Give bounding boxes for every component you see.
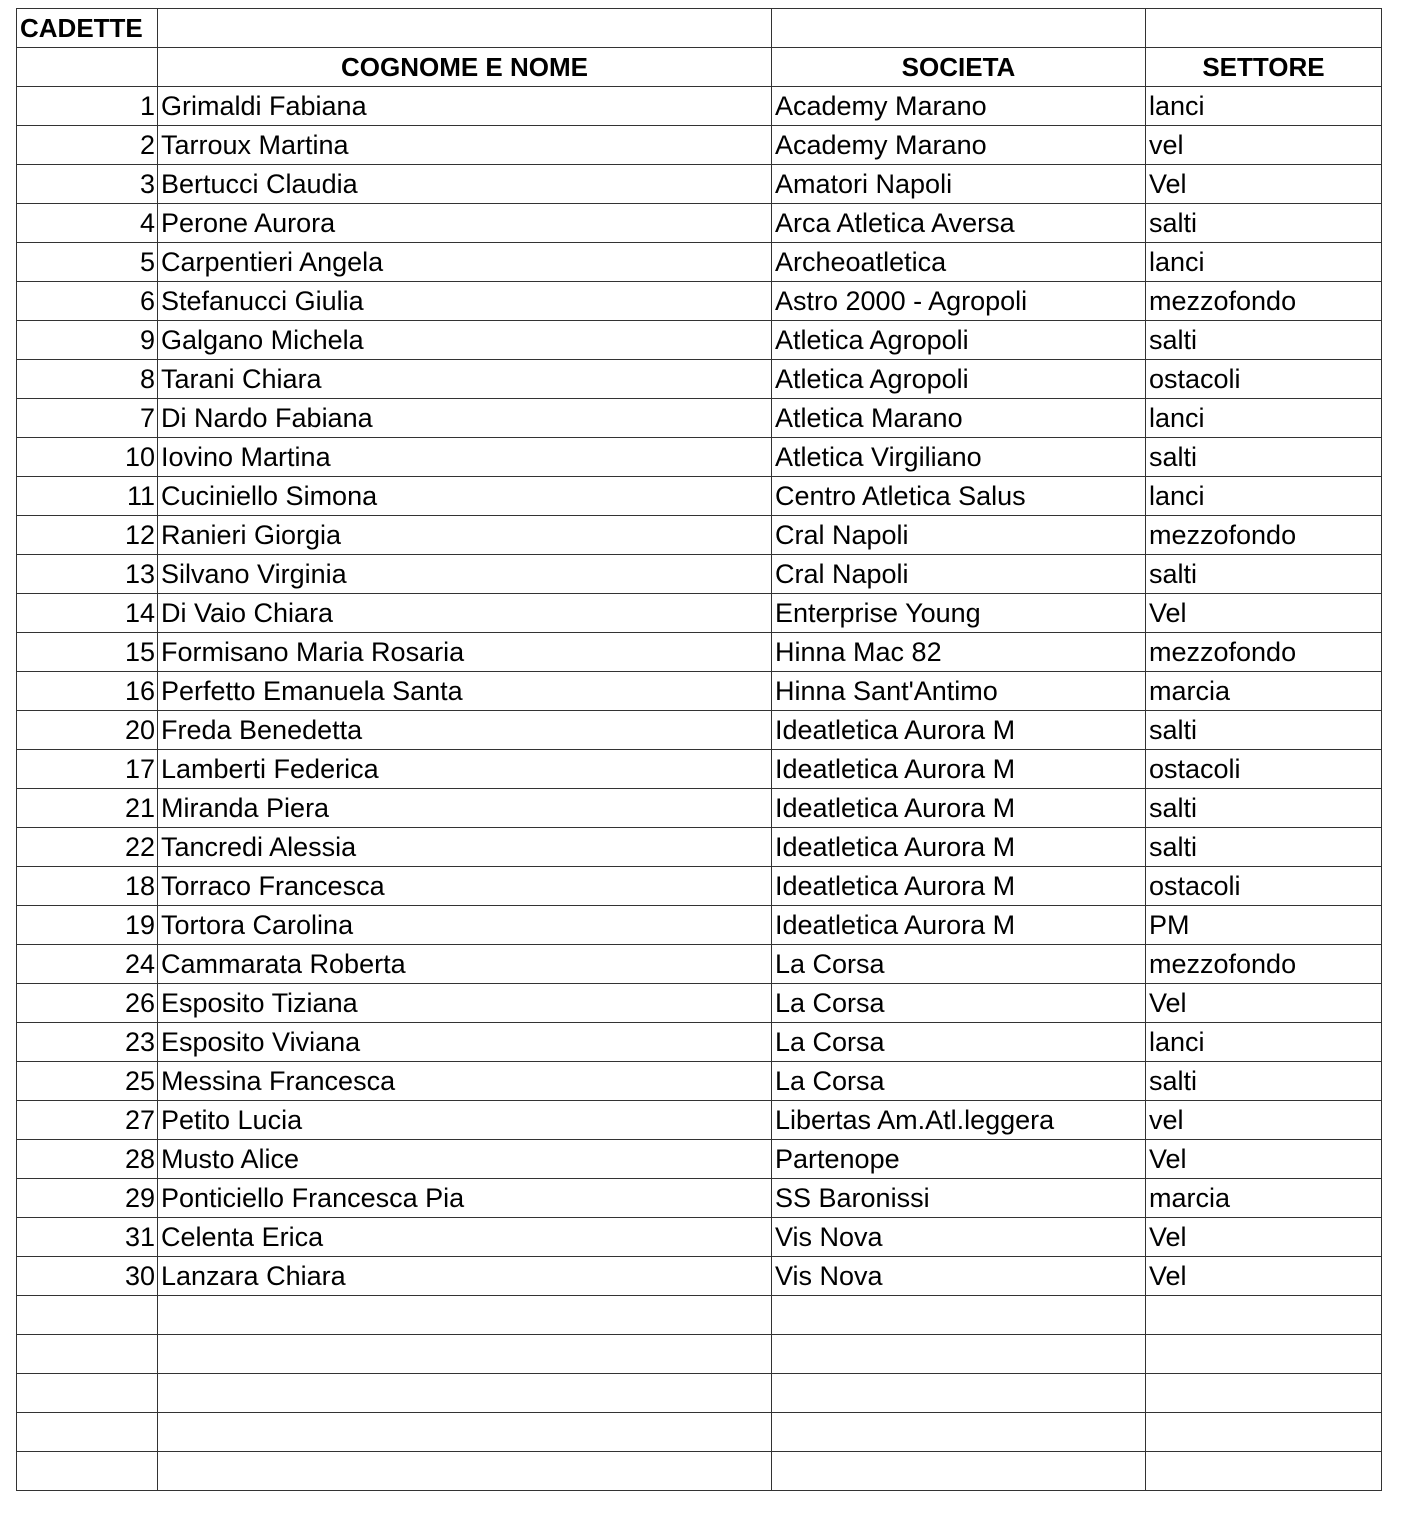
society-cell[interactable]: Hinna Mac 82 [772, 633, 1146, 672]
row-number-cell[interactable]: 18 [17, 867, 158, 906]
table-row [17, 750, 1382, 789]
table-body [17, 9, 1382, 1491]
sector-cell[interactable]: Vel [1146, 984, 1382, 1023]
empty-row [17, 1374, 1382, 1413]
society-cell[interactable]: Hinna Sant'Antimo [772, 672, 1146, 711]
row-number-cell[interactable]: 5 [17, 243, 158, 282]
empty-row [17, 1413, 1382, 1452]
athlete-name-cell[interactable]: Ponticiello Francesca Pia [158, 1179, 772, 1218]
row-number-cell[interactable]: 20 [17, 711, 158, 750]
sector-cell[interactable]: lanci [1146, 1023, 1382, 1062]
table-row [17, 555, 1382, 594]
sector-cell[interactable]: Vel [1146, 1140, 1382, 1179]
society-cell[interactable]: La Corsa [772, 1023, 1146, 1062]
table-row [17, 360, 1382, 399]
sector-cell[interactable]: salti [1146, 828, 1382, 867]
society-cell[interactable]: Atletica Agropoli [772, 360, 1146, 399]
empty-cell[interactable] [17, 1335, 158, 1374]
society-cell[interactable]: La Corsa [772, 984, 1146, 1023]
table-row [17, 789, 1382, 828]
table-row [17, 399, 1382, 438]
empty-cell[interactable] [158, 1452, 772, 1491]
society-cell[interactable]: Atletica Agropoli [772, 321, 1146, 360]
empty-cell[interactable] [1146, 1452, 1382, 1491]
athlete-name-cell[interactable]: Esposito Tiziana [158, 984, 772, 1023]
row-number-cell[interactable]: 7 [17, 399, 158, 438]
athlete-name-cell[interactable]: Iovino Martina [158, 438, 772, 477]
athlete-name-cell[interactable]: Musto Alice [158, 1140, 772, 1179]
row-number-cell[interactable]: 17 [17, 750, 158, 789]
empty-cell[interactable] [772, 1452, 1146, 1491]
table-row [17, 867, 1382, 906]
society-cell[interactable]: Academy Marano [772, 87, 1146, 126]
athlete-name-cell[interactable]: Tortora Carolina [158, 906, 772, 945]
table-row [17, 711, 1382, 750]
society-cell[interactable]: Libertas Am.Atl.leggera [772, 1101, 1146, 1140]
row-number-cell[interactable]: 12 [17, 516, 158, 555]
sector-cell[interactable]: salti [1146, 438, 1382, 477]
sector-cell[interactable]: Vel [1146, 1257, 1382, 1296]
athlete-name-cell[interactable]: Messina Francesca [158, 1062, 772, 1101]
row-number-cell[interactable]: 25 [17, 1062, 158, 1101]
society-cell[interactable]: Partenope [772, 1140, 1146, 1179]
table-row [17, 828, 1382, 867]
table-row [17, 906, 1382, 945]
society-cell[interactable]: Cral Napoli [772, 516, 1146, 555]
society-cell[interactable]: Atletica Virgiliano [772, 438, 1146, 477]
row-number-cell[interactable]: 1 [17, 87, 158, 126]
society-cell[interactable]: Ideatletica Aurora M [772, 828, 1146, 867]
society-cell[interactable]: Ideatletica Aurora M [772, 750, 1146, 789]
society-cell[interactable]: Amatori Napoli [772, 165, 1146, 204]
table-row [17, 477, 1382, 516]
empty-cell[interactable] [772, 9, 1146, 48]
society-cell[interactable]: Ideatletica Aurora M [772, 906, 1146, 945]
athlete-name-cell[interactable]: Freda Benedetta [158, 711, 772, 750]
sheet-title[interactable]: CADETTE [17, 9, 158, 48]
table-row [17, 126, 1382, 165]
row-number-cell[interactable]: 31 [17, 1218, 158, 1257]
athlete-name-cell[interactable]: Bertucci Claudia [158, 165, 772, 204]
athlete-name-cell[interactable]: Grimaldi Fabiana [158, 87, 772, 126]
empty-row [17, 1452, 1382, 1491]
table-row [17, 984, 1382, 1023]
society-cell[interactable]: Cral Napoli [772, 555, 1146, 594]
empty-cell[interactable] [158, 9, 772, 48]
sector-cell[interactable]: mezzofondo [1146, 516, 1382, 555]
table-row [17, 438, 1382, 477]
row-number-cell[interactable]: 14 [17, 594, 158, 633]
sector-cell[interactable]: PM [1146, 906, 1382, 945]
society-cell[interactable]: La Corsa [772, 1062, 1146, 1101]
sector-cell[interactable]: Vel [1146, 165, 1382, 204]
empty-cell[interactable] [158, 1374, 772, 1413]
athlete-name-cell[interactable]: Lanzara Chiara [158, 1257, 772, 1296]
sector-cell[interactable]: lanci [1146, 243, 1382, 282]
empty-cell[interactable] [17, 1374, 158, 1413]
athlete-name-cell[interactable]: Galgano Michela [158, 321, 772, 360]
sector-cell[interactable]: ostacoli [1146, 867, 1382, 906]
society-cell[interactable]: Vis Nova [772, 1218, 1146, 1257]
sector-cell[interactable]: marcia [1146, 672, 1382, 711]
row-number-cell[interactable]: 8 [17, 360, 158, 399]
header-society[interactable]: SOCIETA [772, 48, 1146, 87]
sector-cell[interactable]: salti [1146, 555, 1382, 594]
empty-cell[interactable] [17, 1452, 158, 1491]
row-number-cell[interactable]: 26 [17, 984, 158, 1023]
row-number-cell[interactable]: 6 [17, 282, 158, 321]
sector-cell[interactable]: mezzofondo [1146, 633, 1382, 672]
empty-row [17, 1296, 1382, 1335]
empty-cell[interactable] [17, 48, 158, 87]
table-row [17, 633, 1382, 672]
sector-cell[interactable]: salti [1146, 321, 1382, 360]
row-number-cell[interactable]: 3 [17, 165, 158, 204]
sector-cell[interactable]: ostacoli [1146, 360, 1382, 399]
society-cell[interactable]: Centro Atletica Salus [772, 477, 1146, 516]
empty-cell[interactable] [158, 1413, 772, 1452]
row-number-cell[interactable]: 10 [17, 438, 158, 477]
table-row [17, 945, 1382, 984]
row-number-cell[interactable]: 30 [17, 1257, 158, 1296]
athlete-name-cell[interactable]: Torraco Francesca [158, 867, 772, 906]
row-number-cell[interactable]: 13 [17, 555, 158, 594]
sector-cell[interactable]: vel [1146, 1101, 1382, 1140]
empty-cell[interactable] [1146, 1335, 1382, 1374]
empty-row [17, 1335, 1382, 1374]
sector-cell[interactable]: salti [1146, 204, 1382, 243]
table-row [17, 1140, 1382, 1179]
athlete-name-cell[interactable]: Silvano Virginia [158, 555, 772, 594]
athlete-name-cell[interactable]: Tarani Chiara [158, 360, 772, 399]
society-cell[interactable]: Archeoatletica [772, 243, 1146, 282]
table-row [17, 87, 1382, 126]
athlete-name-cell[interactable]: Formisano Maria Rosaria [158, 633, 772, 672]
society-cell[interactable]: Ideatletica Aurora M [772, 711, 1146, 750]
table-row [17, 672, 1382, 711]
empty-cell[interactable] [772, 1296, 1146, 1335]
sector-cell[interactable]: salti [1146, 789, 1382, 828]
society-cell[interactable]: Ideatletica Aurora M [772, 789, 1146, 828]
header-name[interactable]: COGNOME E NOME [158, 48, 772, 87]
sector-cell[interactable]: vel [1146, 126, 1382, 165]
table-row [17, 594, 1382, 633]
row-number-cell[interactable]: 4 [17, 204, 158, 243]
society-cell[interactable]: Ideatletica Aurora M [772, 867, 1146, 906]
athlete-name-cell[interactable]: Miranda Piera [158, 789, 772, 828]
empty-cell[interactable] [1146, 1296, 1382, 1335]
sector-cell[interactable]: mezzofondo [1146, 282, 1382, 321]
table-row [17, 282, 1382, 321]
society-cell[interactable]: Arca Atletica Aversa [772, 204, 1146, 243]
empty-cell[interactable] [772, 1374, 1146, 1413]
sector-cell[interactable]: lanci [1146, 399, 1382, 438]
sector-cell[interactable]: lanci [1146, 477, 1382, 516]
athlete-name-cell[interactable]: Esposito Viviana [158, 1023, 772, 1062]
row-number-cell[interactable]: 15 [17, 633, 158, 672]
sector-cell[interactable]: marcia [1146, 1179, 1382, 1218]
empty-cell[interactable] [772, 1335, 1146, 1374]
society-cell[interactable]: Astro 2000 - Agropoli [772, 282, 1146, 321]
table-row [17, 1062, 1382, 1101]
society-cell[interactable]: Enterprise Young [772, 594, 1146, 633]
table-row [17, 165, 1382, 204]
society-cell[interactable]: La Corsa [772, 945, 1146, 984]
athlete-name-cell[interactable]: Cammarata Roberta [158, 945, 772, 984]
athlete-name-cell[interactable]: Ranieri Giorgia [158, 516, 772, 555]
title-row [17, 9, 1382, 48]
athlete-name-cell[interactable]: Perfetto Emanuela Santa [158, 672, 772, 711]
row-number-cell[interactable]: 23 [17, 1023, 158, 1062]
sector-cell[interactable]: mezzofondo [1146, 945, 1382, 984]
table-row [17, 1257, 1382, 1296]
row-number-cell[interactable]: 16 [17, 672, 158, 711]
society-cell[interactable]: SS Baronissi [772, 1179, 1146, 1218]
empty-cell[interactable] [1146, 9, 1382, 48]
athlete-name-cell[interactable]: Tarroux Martina [158, 126, 772, 165]
table-row [17, 1218, 1382, 1257]
table-row [17, 204, 1382, 243]
sector-cell[interactable]: salti [1146, 711, 1382, 750]
row-number-cell[interactable]: 29 [17, 1179, 158, 1218]
row-number-cell[interactable]: 28 [17, 1140, 158, 1179]
row-number-cell[interactable]: 2 [17, 126, 158, 165]
athlete-name-cell[interactable]: Stefanucci Giulia [158, 282, 772, 321]
athlete-name-cell[interactable]: Lamberti Federica [158, 750, 772, 789]
row-number-cell[interactable]: 9 [17, 321, 158, 360]
cadette-table [16, 8, 1382, 1491]
empty-cell[interactable] [158, 1296, 772, 1335]
sector-cell[interactable]: salti [1146, 1062, 1382, 1101]
society-cell[interactable]: Vis Nova [772, 1257, 1146, 1296]
row-number-cell[interactable]: 24 [17, 945, 158, 984]
header-row [17, 48, 1382, 87]
sector-cell[interactable]: ostacoli [1146, 750, 1382, 789]
row-number-cell[interactable]: 27 [17, 1101, 158, 1140]
athlete-name-cell[interactable]: Perone Aurora [158, 204, 772, 243]
table-row [17, 243, 1382, 282]
row-number-cell[interactable]: 11 [17, 477, 158, 516]
empty-cell[interactable] [17, 1296, 158, 1335]
sector-cell[interactable]: lanci [1146, 87, 1382, 126]
table-row [17, 1101, 1382, 1140]
row-number-cell[interactable]: 21 [17, 789, 158, 828]
society-cell[interactable]: Academy Marano [772, 126, 1146, 165]
header-sector[interactable]: SETTORE [1146, 48, 1382, 87]
athlete-name-cell[interactable]: Celenta Erica [158, 1218, 772, 1257]
row-number-cell[interactable]: 22 [17, 828, 158, 867]
athlete-name-cell[interactable]: Cuciniello Simona [158, 477, 772, 516]
athlete-name-cell[interactable]: Di Nardo Fabiana [158, 399, 772, 438]
empty-cell[interactable] [1146, 1374, 1382, 1413]
table-row [17, 321, 1382, 360]
athlete-name-cell[interactable]: Di Vaio Chiara [158, 594, 772, 633]
athlete-name-cell[interactable]: Petito Lucia [158, 1101, 772, 1140]
table-row [17, 1023, 1382, 1062]
athlete-name-cell[interactable]: Carpentieri Angela [158, 243, 772, 282]
empty-cell[interactable] [17, 1413, 158, 1452]
society-cell[interactable]: Atletica Marano [772, 399, 1146, 438]
sector-cell[interactable]: Vel [1146, 594, 1382, 633]
empty-cell[interactable] [772, 1413, 1146, 1452]
empty-cell[interactable] [1146, 1413, 1382, 1452]
table-row [17, 1179, 1382, 1218]
row-number-cell[interactable]: 19 [17, 906, 158, 945]
athlete-name-cell[interactable]: Tancredi Alessia [158, 828, 772, 867]
sector-cell[interactable]: Vel [1146, 1218, 1382, 1257]
table-row [17, 516, 1382, 555]
empty-cell[interactable] [158, 1335, 772, 1374]
